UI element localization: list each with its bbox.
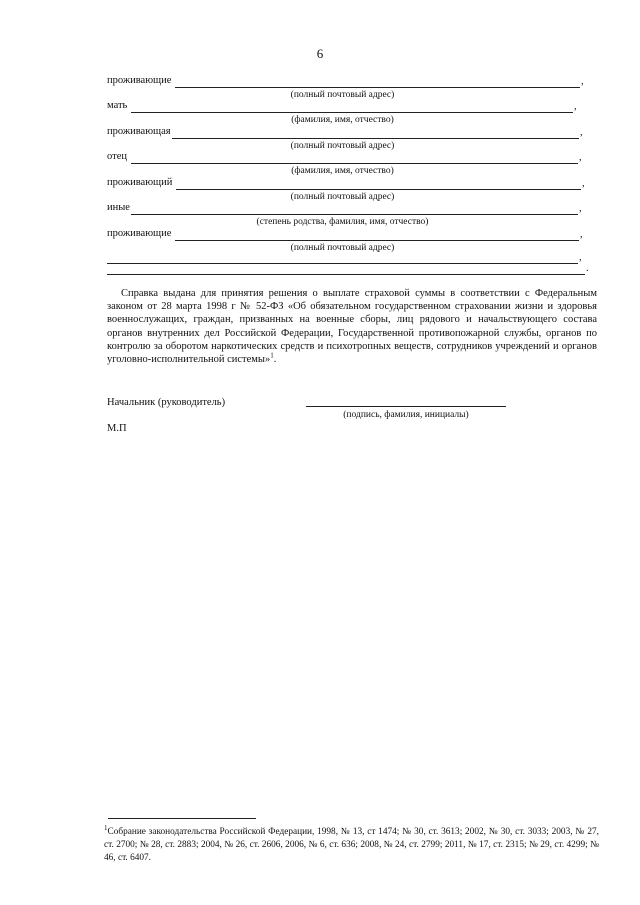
footnote-separator xyxy=(108,818,256,819)
certificate-paragraph xyxy=(107,287,597,366)
footnote-mark: 1 xyxy=(104,823,108,832)
footnote xyxy=(104,823,599,865)
line-comma: , xyxy=(579,203,582,214)
signature-line[interactable] xyxy=(306,406,506,407)
paragraph-text: Справка выдана для принятия решения о выплате страховой суммы в соответствии с Федеральным законом от 28 марта 1998 г № 52-ФЗ «Об обязательном государственном страховании жизни и здоровья военнослужащих, граждан, призванных на военные сборы, лиц рядового и начальствующего состава органов внутренних дел Российской Федерации, Государственной противопожарной службы, органов по контролю за оборотом наркотических средств и психотропных веществ, сотрудников учреждений и органов уголовно-исполнительной системы» xyxy=(107,288,597,366)
blank-line[interactable] xyxy=(107,274,585,275)
signature-label: Начальник (руководитель) xyxy=(107,397,226,408)
field-caption: (полный почтовый адрес) xyxy=(290,243,395,253)
field-caption: (полный почтовый адрес) xyxy=(290,90,395,100)
address-line[interactable] xyxy=(175,240,579,241)
line-comma: , xyxy=(580,127,583,138)
mother-name-line[interactable] xyxy=(131,112,573,113)
father-name-line[interactable] xyxy=(131,163,578,164)
address-line[interactable] xyxy=(172,138,579,139)
field-caption: (фамилия, имя, отчество) xyxy=(291,115,394,125)
line-comma: , xyxy=(574,101,577,112)
field-label-others: иные xyxy=(107,202,130,213)
line-period: . xyxy=(586,263,589,274)
field-caption: (полный почтовый адрес) xyxy=(290,192,395,202)
address-line[interactable] xyxy=(175,87,580,88)
field-caption: (степень родства, фамилия, имя, отчество) xyxy=(256,217,429,227)
footnote-reference: 1 xyxy=(270,351,274,360)
address-line[interactable] xyxy=(176,189,581,190)
line-comma: , xyxy=(579,152,582,163)
field-label-mother: мать xyxy=(107,100,128,111)
field-label-residing: проживающие xyxy=(107,75,172,86)
line-comma: , xyxy=(579,252,582,263)
field-caption: (фамилия, имя, отчество) xyxy=(291,166,394,176)
line-comma: , xyxy=(581,76,584,87)
stamp-label: М.П xyxy=(107,423,127,434)
footnote-text: Собрание законодательства Российской Федерации, 1998, № 13, ст 1474; № 30, ст. 3613; 2002, № 30, ст. 3033; 2003, № 27, ст. 2700; № 28, ст. 2883; 2004, № 26, ст. 2606, 2006, № 6, ст. 636; 2008, № 24, ст. 2799; 2011, № 17, ст. 2315; № 29, ст. 4299; № 46, ст. 6407. xyxy=(104,827,599,863)
field-label-residing: проживающие xyxy=(107,228,172,239)
field-label-residing: проживающая xyxy=(107,126,171,137)
signature-caption: (подпись, фамилия, инициалы) xyxy=(343,410,469,420)
field-label-father: отец xyxy=(107,151,127,162)
blank-line[interactable] xyxy=(107,263,578,264)
relatives-line[interactable] xyxy=(131,214,578,215)
line-comma: , xyxy=(582,178,585,189)
field-label-residing: проживающий xyxy=(107,177,173,188)
page-number: 6 xyxy=(316,46,324,61)
line-comma: , xyxy=(580,229,583,240)
paragraph-end: . xyxy=(273,354,277,366)
field-caption: (полный почтовый адрес) xyxy=(290,141,395,151)
